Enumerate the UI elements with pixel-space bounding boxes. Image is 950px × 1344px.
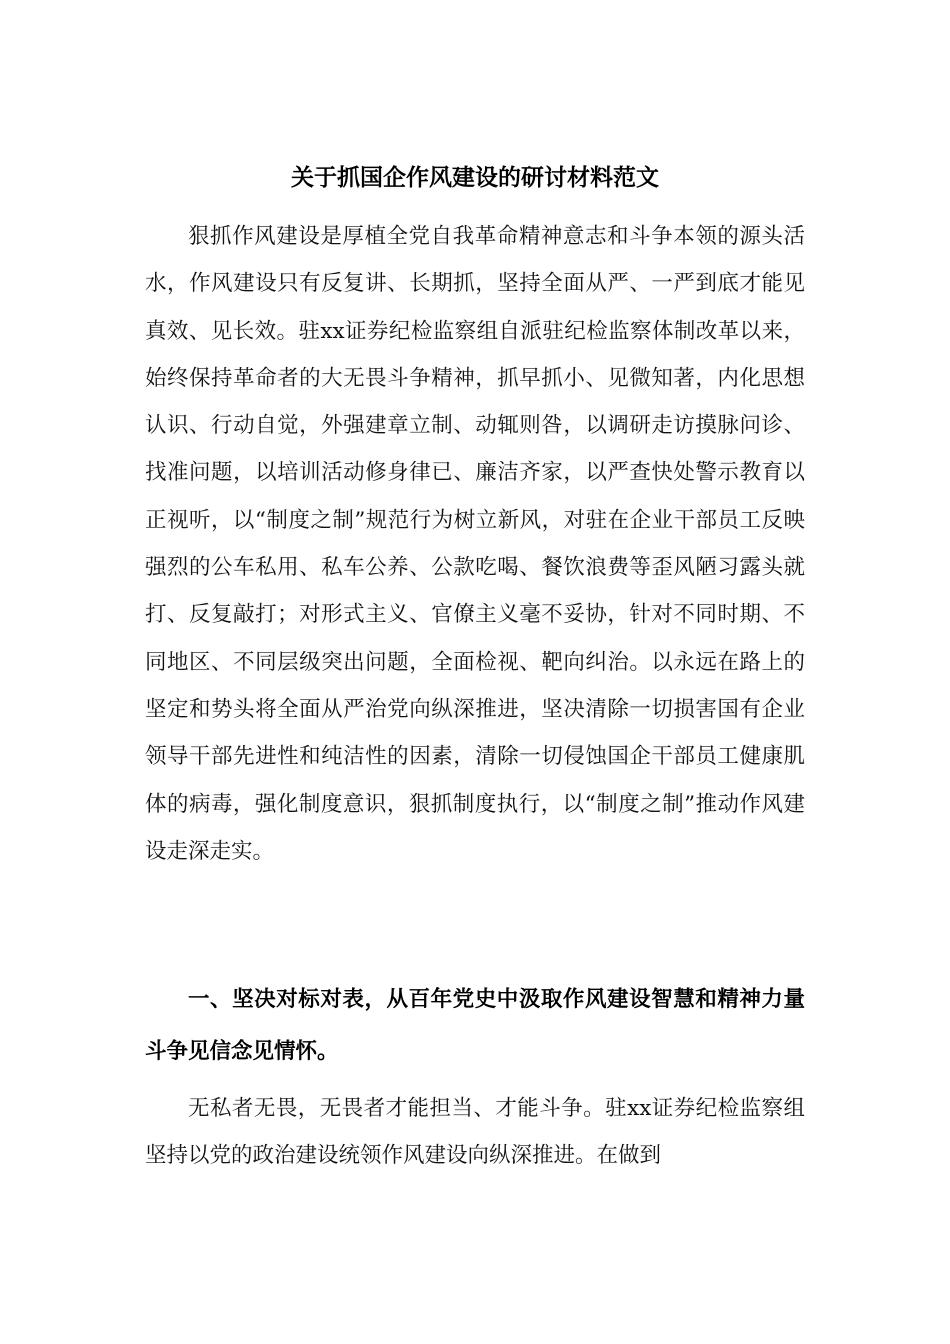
document-title: 关于抓国企作风建设的研讨材料范文 <box>291 165 659 191</box>
body-paragraph-intro: 狠抓作风建设是厚植全党自我革命精神意志和斗争本领的源头活水，作风建设只有反复讲、长期抓，坚持全面从严、一严到底才能见真效、见长效。驻xx证券纪检监察组自派驻纪检监察体制改革以来，始终保持革命者的大无畏斗争精神，抓早抓小、见微知著，内化思想认识、行动自觉，外强建章立制、动辄则咎，以调研走访摸脉问诊、找准问题，以培训活动修身律已、廉洁齐家，以严查快处警示教育以正视听，以“制度之制”规范行为树立新风，对驻在企业干部员工反映强烈的公车私用、私车公养、公款吃喝、餐饮浪费等歪风陋习露头就打、反复敲打；对形式主义、官僚主义毫不妥协，针对不同时期、不同地区、不同层级突出问题，全面检视、靶向纠治。以永远在路上的坚定和势头将全面从严治党向纵深推进，坚决清除一切损害国有企业领导干部先进性和纯洁性的因素，清除一切侵蚀国企干部员工健康肌体的病毒，强化制度意识，狠抓制度执行，以“制度之制”推动作风建设走深走实。 <box>145 224 805 864</box>
section-heading-1: 一、坚决对标对表，从百年党史中汲取作风建设智慧和精神力量斗争见信念见情怀。 <box>145 987 805 1064</box>
body-paragraph-section-1: 无私者无畏，无畏者才能担当、才能斗争。驻xx证券纪检监察组坚持以党的政治建设统领作风建设向纵深推进。在做到 <box>145 1096 805 1169</box>
